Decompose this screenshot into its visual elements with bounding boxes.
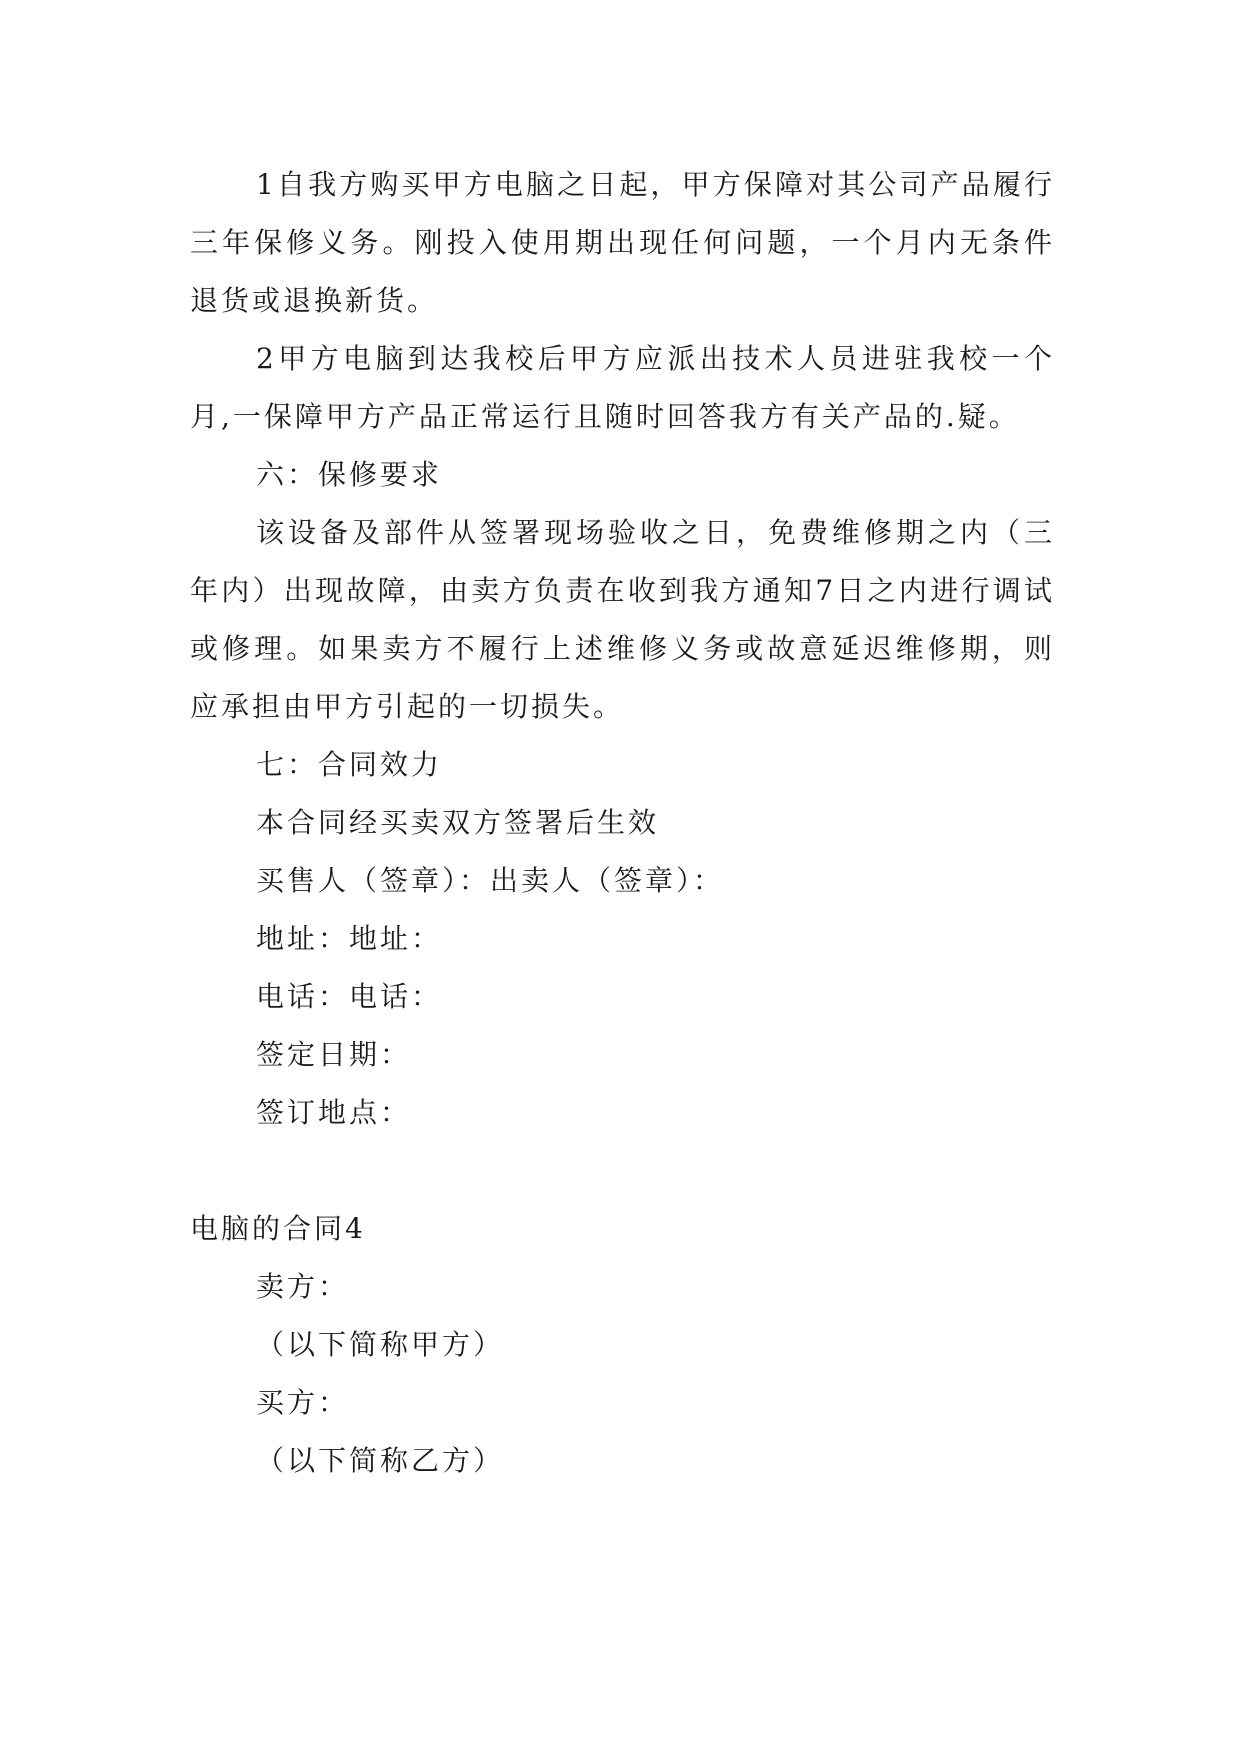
document-body: [190, 156, 1055, 1490]
phone-line: 电话：电话：: [256, 980, 443, 1013]
paragraph-technician-support: 2甲方电脑到达我校后甲方应派出技术人员进驻我校一个月,一保障甲方产品正常运行且随时回答我方有关产品的.疑。: [190, 342, 1055, 433]
section-spacer: [190, 1142, 1055, 1200]
address-line: 地址：地址：: [256, 922, 443, 955]
seller-alias: （以下简称甲方）: [256, 1328, 505, 1361]
contract-effect-statement: 本合同经买卖双方签署后生效: [256, 806, 660, 839]
section-heading-contract-effect: 七：合同效力: [256, 748, 443, 781]
signature-line: 买售人（签章）：出卖人（签章）：: [256, 864, 725, 897]
contract-4-title: 电脑的合同4: [190, 1212, 366, 1245]
section-heading-warranty-requirements: 六：保修要求: [256, 458, 443, 491]
buyer-label: 买方：: [256, 1386, 350, 1419]
paragraph-warranty-terms: 1自我方购买甲方电脑之日起，甲方保障对其公司产品履行三年保修义务。刚投入使用期出现任何问题，一个月内无条件退货或退换新货。: [190, 168, 1055, 317]
paragraph-repair-terms: 该设备及部件从签署现场验收之日，免费维修期之内（三年内）出现故障，由卖方负责在收到我方通知7日之内进行调试或修理。如果卖方不履行上述维修义务或故意延迟维修期，则应承担由甲方引起的一切损失。: [190, 516, 1055, 723]
buyer-alias: （以下简称乙方）: [256, 1444, 505, 1477]
sign-place-line: 签订地点：: [256, 1096, 412, 1129]
sign-date-line: 签定日期：: [256, 1038, 412, 1071]
seller-label: 卖方：: [256, 1270, 350, 1303]
